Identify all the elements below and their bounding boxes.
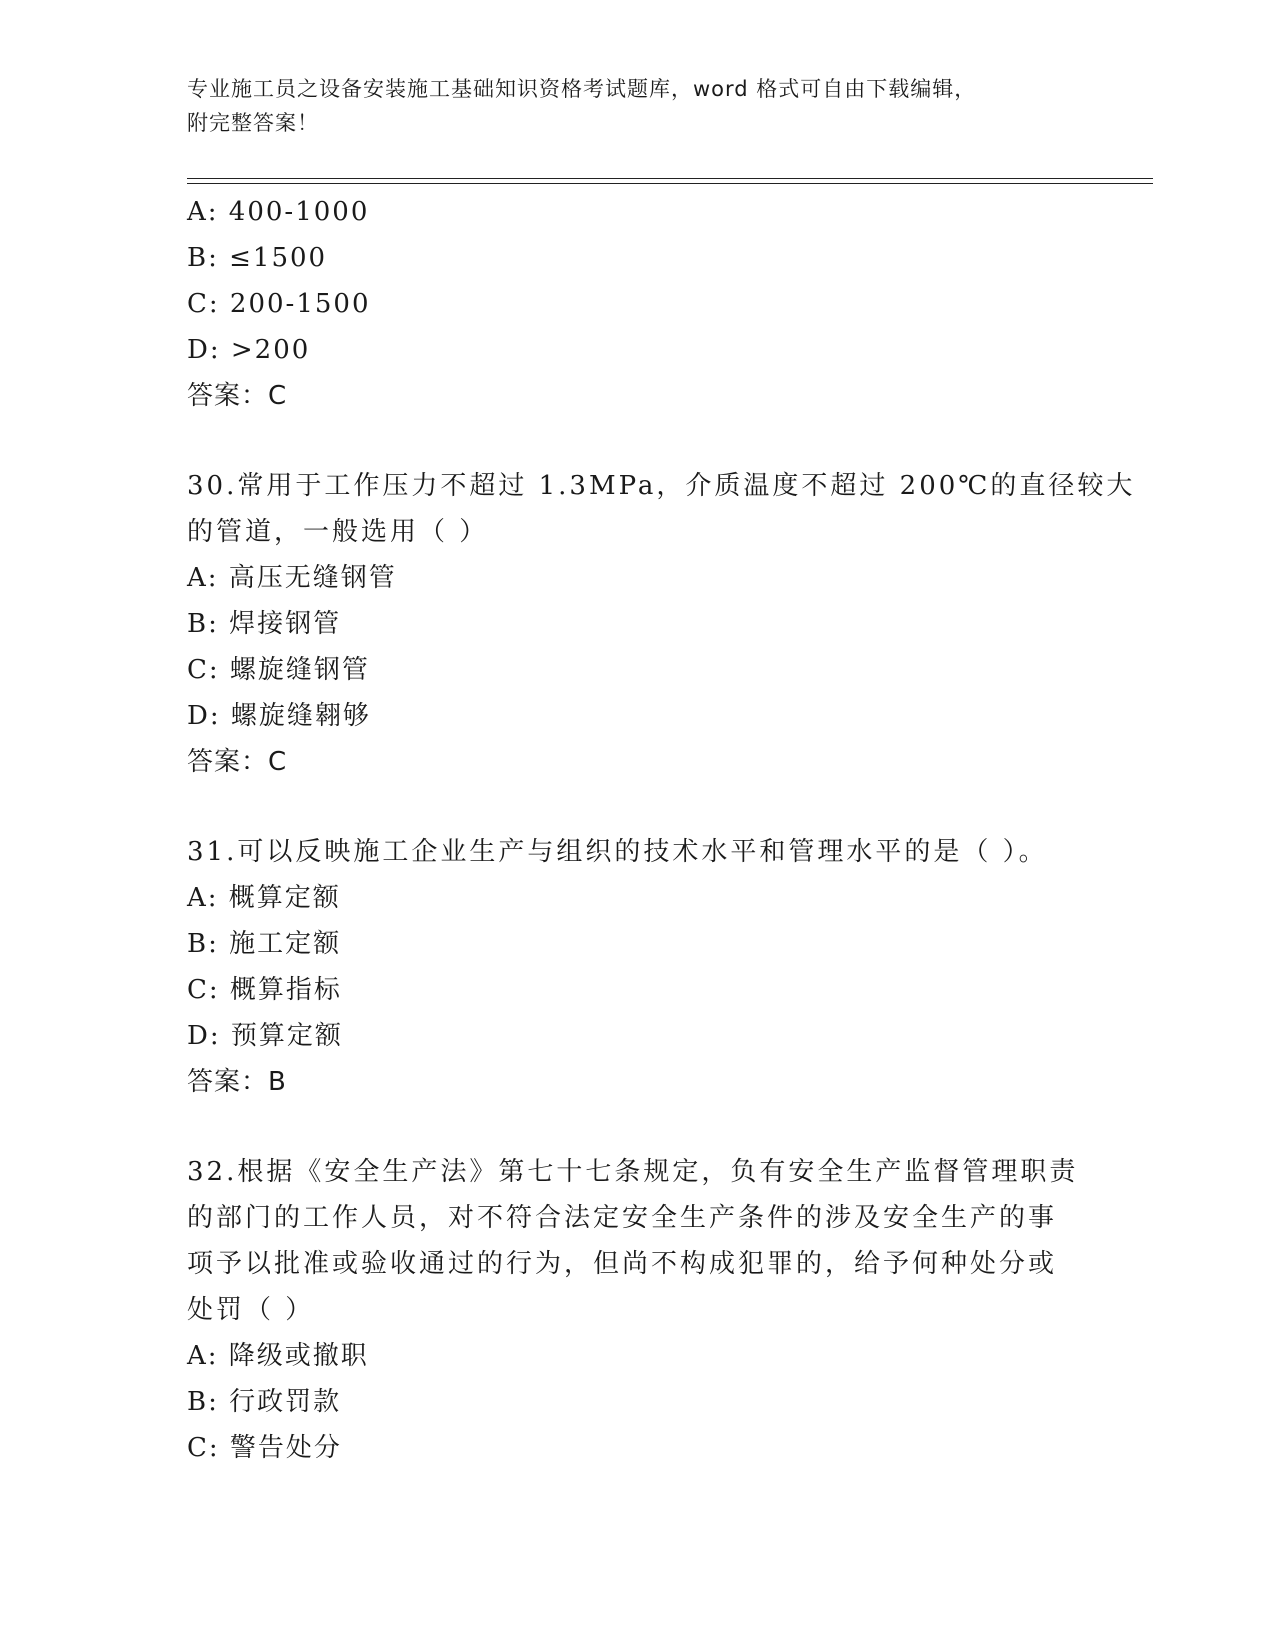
spacer [187,785,1087,829]
option-b: B: 行政罚款 [187,1387,342,1417]
document-header [187,72,1067,140]
header-divider-top [187,178,1153,179]
question-block-31 [187,829,1087,1105]
option-c: C: 概算指标 [187,975,342,1005]
question-text-line: 30.常用于工作压力不超过 1.3MPa，介质温度不超过 200℃的直径较大 [187,471,1136,501]
question-text-line: 31.可以反映施工企业生产与组织的技术水平和管理水平的是（ ）。 [187,837,1048,867]
option-b: B: 焊接钢管 [187,609,342,639]
answer-line: 答案：C [187,747,288,777]
option-d: D: 螺旋缝翱够 [187,701,371,731]
header-line-1: 专业施工员之设备安装施工基础知识资格考试题库，word 格式可自由下载编辑， [187,77,977,101]
question-block-prev [187,189,1087,419]
header-line-2: 附完整答案！ [187,111,319,135]
option-c: C: 螺旋缝钢管 [187,655,370,685]
header-divider-bottom [187,183,1153,184]
option-b: B: 施工定额 [187,929,342,959]
question-text [187,1149,1087,1333]
question-text [187,463,1136,555]
answer-line: 答案：C [187,381,288,411]
question-block-32 [187,1149,1087,1471]
question-block-30 [187,463,1136,785]
question-text-line: 的管道，一般选用（ ） [187,517,489,547]
question-text-line: 项予以批准或验收通过的行为，但尚不构成犯罪的，给予何种处分或 [187,1249,1058,1279]
option-d: D: >200 [187,335,311,365]
option-b: B: ≤1500 [187,243,328,273]
question-list [187,189,1136,1471]
option-a: A: 概算定额 [187,883,341,913]
option-c: C: 警告处分 [187,1433,342,1463]
question-text-line: 处罚（ ） [187,1295,315,1325]
option-a: A: 高压无缝钢管 [187,563,397,593]
question-text-line: 32.根据《安全生产法》第七十七条规定，负有安全生产监督管理职责 [187,1157,1079,1187]
spacer [187,419,1087,463]
option-a: A: 400-1000 [187,197,370,227]
option-a: A: 降级或撤职 [187,1341,369,1371]
option-d: D: 预算定额 [187,1021,343,1051]
spacer [187,1105,1087,1149]
answer-line: 答案：B [187,1067,287,1097]
question-text-line: 的部门的工作人员，对不符合法定安全生产条件的涉及安全生产的事 [187,1203,1058,1233]
option-c: C: 200-1500 [187,289,371,319]
question-text [187,829,1087,875]
